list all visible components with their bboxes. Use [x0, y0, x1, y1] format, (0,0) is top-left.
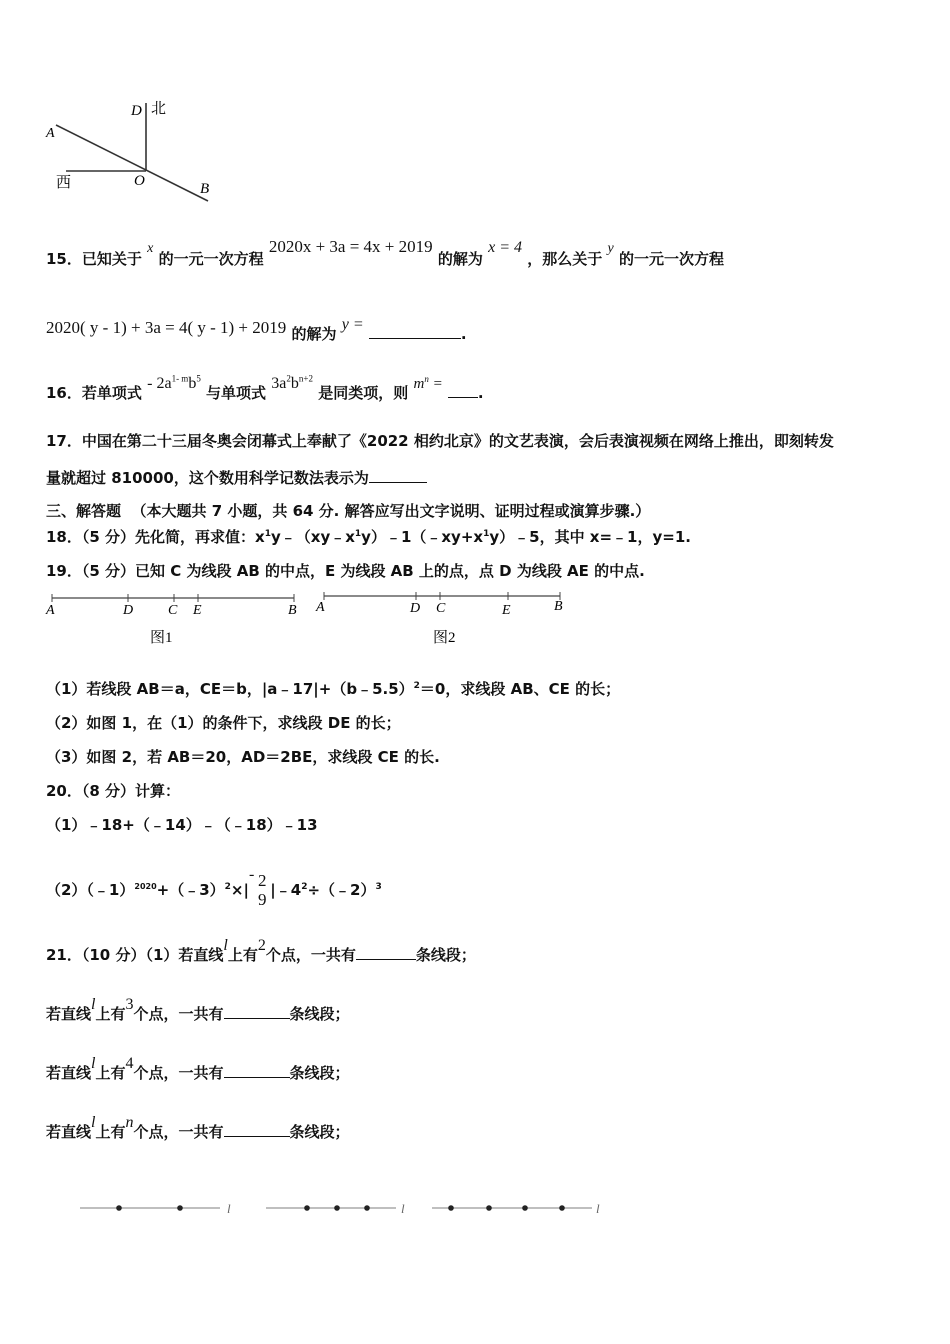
- question-19-part1: （1）若线段 AB＝a，CE＝b，|a﹣17|+（b﹣5.5）$^2$＝0，求线段 AB、CE 的长；: [46, 680, 621, 698]
- fig2-caption: 图2: [433, 630, 456, 646]
- monomial-1: - $2a^{1- m}b^5$: [147, 373, 201, 392]
- point: [364, 1205, 370, 1211]
- equation-2: 2020( y - 1) + 3a = 4( y - 1) + 2019: [46, 318, 287, 337]
- point: [522, 1205, 528, 1211]
- count-3: 3: [125, 996, 134, 1013]
- fig2-label-b: B: [554, 599, 563, 614]
- answer-blank[interactable]: [448, 383, 478, 398]
- question-21-line3: 若直线l上有4个点，一共有 条线段；: [46, 1055, 350, 1082]
- question-21: 21．（10 分）（1）若直线l上有2个点，一共有 条线段；: [46, 937, 476, 964]
- question-21-line2: 若直线l上有3个点，一共有 条线段；: [46, 996, 350, 1023]
- fig2-label-a: A: [316, 600, 325, 615]
- question-21-line4: 若直线l上有n个点，一共有 条线段；: [46, 1114, 350, 1141]
- fig1-label-b: B: [288, 603, 297, 618]
- line-4-points: [432, 1201, 600, 1216]
- question-17-line1: 17．中国在第二十三届冬奥会闭幕式上奉献了《2022 相约北京》的文艺表演，会后表演视频在网络上推出，即刻转发: [46, 432, 834, 450]
- line-3-points: [266, 1201, 405, 1216]
- point: [116, 1205, 122, 1211]
- point: [486, 1205, 492, 1211]
- line-label: l: [227, 1201, 231, 1216]
- line-ab: [56, 125, 208, 201]
- point: [559, 1205, 565, 1211]
- fig2-label-d: D: [410, 601, 421, 616]
- question-19-part2: （2）如图 1，在（1）的条件下，求线段 DE 的长；: [46, 714, 401, 732]
- figure-2: [315, 592, 563, 646]
- question-18: 18．（5 分）先化简，再求值：$x^1y﹣(xy﹣x^1y)﹣1(﹣xy+x^1y)﹣5$，其中 x=﹣1，y=1.: [46, 528, 691, 546]
- fig2-label-e: E: [502, 603, 511, 618]
- label-north: 北: [151, 101, 167, 117]
- fig1-caption: 图1: [150, 630, 173, 646]
- fig1-label-c: C: [168, 603, 178, 618]
- count-4: 4: [125, 1055, 134, 1072]
- section-3-heading: 三、解答题 （本大题共 7 小题，共 64 分. 解答应写出文字说明、证明过程或演算步骤.）: [46, 502, 651, 520]
- label-west: 西: [56, 175, 72, 191]
- question-15: 15．已知关于 x 的一元一次方程 2020x + 3a = 4x + 2019 的解为 x = 4 ，那么关于 y 的一元一次方程: [46, 237, 724, 268]
- line-label: l: [596, 1201, 600, 1216]
- var-x: x: [147, 241, 154, 256]
- answer-y: y =: [341, 316, 364, 333]
- var-y: y: [607, 241, 614, 256]
- fig1-label-e: E: [193, 603, 202, 618]
- negative-sign: -: [248, 866, 255, 883]
- m-power-n: $m^n$ =: [413, 374, 443, 392]
- label-d: D: [131, 103, 142, 119]
- points-on-lines-figure: [70, 1195, 620, 1225]
- answer-blank[interactable]: [369, 324, 461, 339]
- line-2-points: [80, 1201, 231, 1216]
- point: [334, 1205, 340, 1211]
- question-19-part3: （3）如图 2，若 AB＝20，AD＝2BE，求线段 CE 的长.: [46, 748, 440, 766]
- line-label: l: [401, 1201, 405, 1216]
- point: [448, 1205, 454, 1211]
- point: [304, 1205, 310, 1211]
- question-20-part1: （1）﹣18+（﹣14）﹣（﹣18）﹣13: [46, 816, 318, 834]
- count-2: 2: [257, 937, 266, 954]
- question-19: 19．（5 分）已知 C 为线段 AB 的中点，E 为线段 AB 上的点，点 D 为线段 AE 的中点.: [46, 562, 645, 580]
- fraction: 2 9: [258, 871, 267, 909]
- count-n: n: [125, 1114, 134, 1131]
- label-b: B: [200, 181, 210, 197]
- answer-blank[interactable]: [224, 1122, 290, 1137]
- figure-1: [45, 594, 297, 646]
- answer-blank[interactable]: [224, 1063, 290, 1078]
- equation-1: 2020x + 3a = 4x + 2019: [268, 237, 433, 256]
- question-16: 16．若单项式 - $2a^{1- m}b^5$ 与单项式 $3a^2b^{n+2}$ 是同类项，则 $m^n$ = .: [46, 373, 484, 402]
- fig1-label-a: A: [46, 603, 55, 618]
- label-a: A: [46, 126, 55, 141]
- fig2-label-c: C: [436, 601, 446, 616]
- monomial-2: $3a^2b^{n+2}$: [271, 373, 313, 392]
- question-15-line2: 2020( y - 1) + 3a = 4( y - 1) + 2019 的解为 y = .: [46, 316, 467, 343]
- answer-blank[interactable]: [224, 1004, 290, 1019]
- point: [177, 1205, 183, 1211]
- question-20-part2: （2）（﹣1）$^{2020}$+（﹣3）$^2$×|- 2 9 $|﹣4^2\div(﹣2)^3$: [46, 866, 382, 909]
- answer-blank[interactable]: [369, 468, 427, 483]
- compass-direction-figure: [40, 95, 230, 205]
- label-o: O: [134, 173, 145, 189]
- segment-figures: [40, 588, 580, 648]
- fig1-label-d: D: [123, 603, 134, 618]
- solution-1: x = 4: [488, 239, 523, 256]
- question-17-line2: 量就超过 810000，这个数用科学记数法表示为: [46, 467, 427, 488]
- var-l: l: [223, 937, 228, 954]
- question-20: 20．（8 分）计算：: [46, 782, 181, 800]
- answer-blank[interactable]: [356, 945, 416, 960]
